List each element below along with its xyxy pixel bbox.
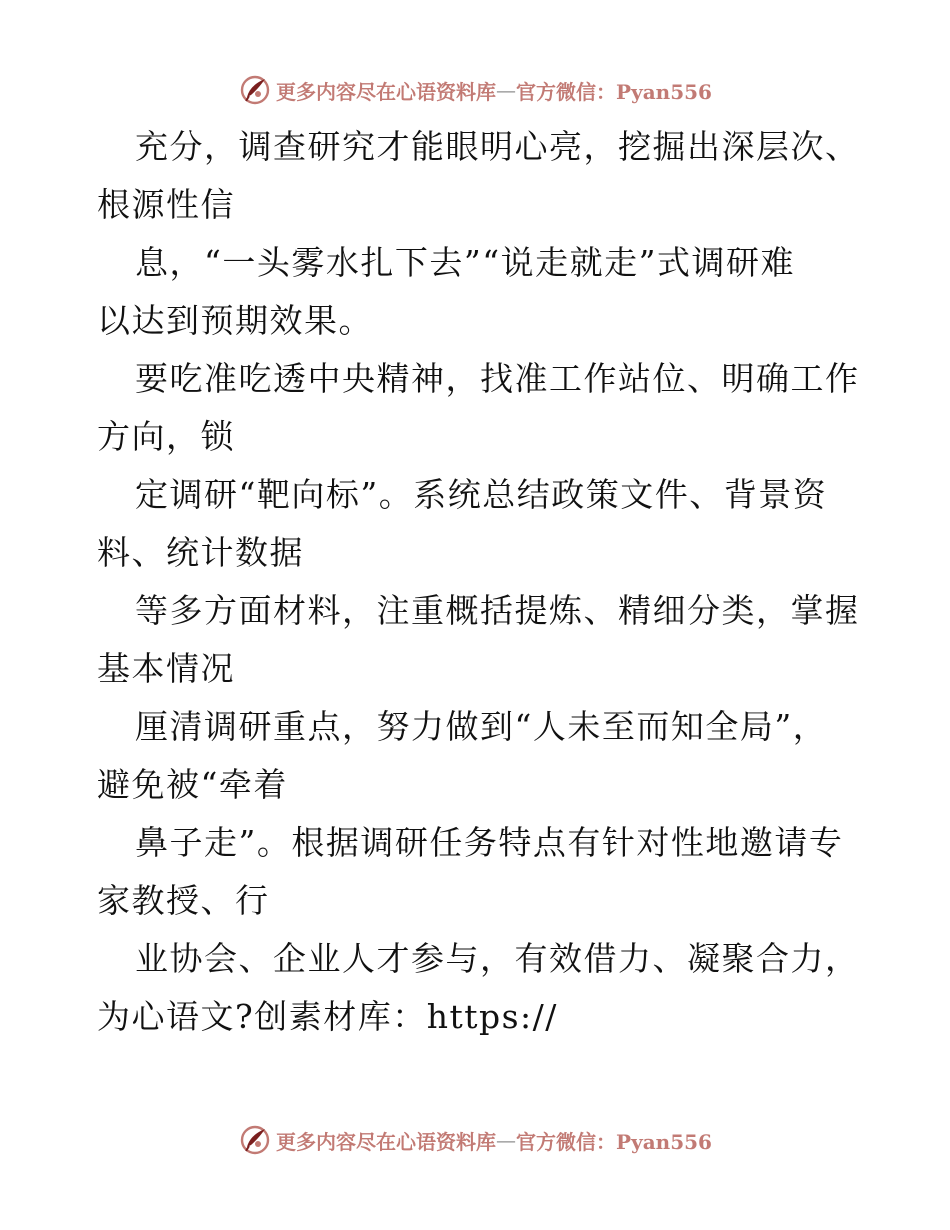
- banner-wechat-text: 官方微信：Pyan556: [516, 1129, 712, 1154]
- text-line: 等多方面材料，注重概括提炼、精细分类，掌握: [135, 591, 860, 630]
- text-line: 料、统计数据: [97, 533, 304, 572]
- banner-wechat-text: 官方微信：Pyan556: [516, 79, 712, 104]
- quill-pen-logo-icon: [238, 73, 272, 107]
- text-line: 定调研“靶向标”。系统总结政策文件、背景资: [135, 475, 828, 514]
- footer-banner: [0, 1120, 950, 1160]
- text-line: 根源性信: [97, 185, 235, 224]
- text-line: 充分，调查研究才能眼明心亮，挖掘出深层次、: [135, 127, 860, 166]
- text-line: 避免被“牵着: [97, 765, 288, 804]
- banner-separator: —: [496, 78, 517, 102]
- text-line: 以达到预期效果。: [97, 301, 373, 340]
- text-line: 基本情况: [97, 649, 235, 688]
- text-line: 息，“一头雾水扎下去”“说走就走”式调研难: [135, 243, 795, 282]
- text-line: 方向，锁: [97, 417, 235, 456]
- banner-site-text: 更多内容尽在心语资料库: [276, 79, 497, 104]
- text-line: 业协会、企业人才参与，有效借力、凝聚合力，: [135, 939, 860, 978]
- text-line: 要吃准吃透中央精神，找准工作站位、明确工作: [135, 359, 860, 398]
- document-body: [97, 118, 867, 1046]
- banner-site-text: 更多内容尽在心语资料库: [276, 1129, 497, 1154]
- text-line: 鼻子走”。根据调研任务特点有针对性地邀请专: [135, 823, 844, 862]
- text-line: 为心语文?创素材库：https://: [97, 997, 558, 1036]
- text-line: 厘清调研重点，努力做到“人未至而知全局”，: [135, 707, 828, 746]
- quill-pen-logo-icon: [238, 1123, 272, 1157]
- banner-separator: —: [496, 1128, 517, 1152]
- text-line: 家教授、行: [97, 881, 270, 920]
- header-banner: [0, 70, 950, 110]
